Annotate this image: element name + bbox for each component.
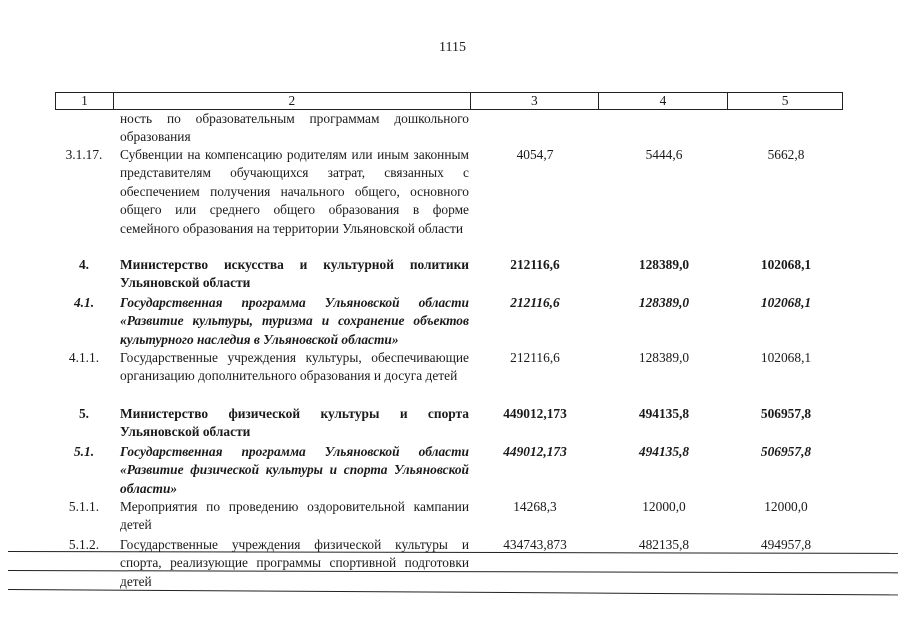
row-name: Субвенции на компенсацию родителям или иным законным представителям обучающихся затрат, связанных с обеспечением получения начального общего, основного общего или среднего общего образования в форме семейного образования на территории Ульяновской области xyxy=(120,147,469,236)
row-name: Министерство физической культуры и спорта Ульяновской области xyxy=(120,406,469,440)
row-value-4: 128389,0 xyxy=(638,257,690,272)
row-name: Государственная программа Ульяновской области «Развитие физической культуры и спорта Ульяновской области» xyxy=(120,444,469,496)
row-number: 5.1. xyxy=(73,444,95,459)
page-number: 1115 xyxy=(439,40,466,55)
row-value-3 xyxy=(471,110,599,146)
row-number: 5.1.1. xyxy=(68,499,100,514)
row-value-5: 506957,8 xyxy=(760,406,812,421)
row-number xyxy=(55,110,113,146)
header-col-3: 3 xyxy=(471,93,599,109)
table-row xyxy=(55,146,843,256)
row-number: 4.1.1. xyxy=(68,350,100,365)
row-value-3: 212116,6 xyxy=(510,257,560,272)
row-number: 3.1.17. xyxy=(65,147,103,162)
row-name: Государственная программа Ульяновской области «Развитие культуры, туризма и сохранение объектов культурного наследия в Ульяновской области» xyxy=(120,295,469,347)
table-row xyxy=(55,405,843,443)
row-number: 4.1. xyxy=(73,295,95,310)
table-row xyxy=(55,110,843,146)
row-value-4 xyxy=(599,110,729,146)
row-value-4: 128389,0 xyxy=(638,350,690,365)
row-name: Мероприятия по проведению оздоровительной кампании детей xyxy=(120,499,469,533)
row-value-5: 5662,8 xyxy=(767,147,805,162)
row-number: 5. xyxy=(78,406,90,421)
row-name: Государственные учреждения культуры, обеспечивающие организацию дополнительного образования и досуга детей xyxy=(120,350,469,384)
header-col-2: 2 xyxy=(114,93,471,109)
header-col-4: 4 xyxy=(599,93,729,109)
row-value-3: 449012,173 xyxy=(503,444,567,459)
row-value-3: 4054,7 xyxy=(516,147,554,162)
table-row xyxy=(55,498,843,536)
row-name: Министерство искусства и культурной политики Ульяновской области xyxy=(120,257,469,291)
row-value-4: 494135,8 xyxy=(638,406,690,421)
row-value-3: 434743,873 xyxy=(503,537,567,552)
row-value-3: 14268,3 xyxy=(513,499,557,514)
row-name: ность по образовательным программам дошкольного образования xyxy=(120,111,469,145)
table-body xyxy=(55,110,843,592)
row-value-5: 494957,8 xyxy=(760,537,812,552)
table-row xyxy=(55,536,843,592)
row-number: 5.1.2. xyxy=(68,537,100,552)
row-value-5: 102068,1 xyxy=(760,295,812,310)
row-value-5 xyxy=(729,110,843,146)
row-value-4: 5444,6 xyxy=(645,147,683,162)
row-value-3: 212116,6 xyxy=(510,350,560,365)
table-row xyxy=(55,443,843,498)
header-col-5: 5 xyxy=(781,93,789,108)
row-value-4: 482135,8 xyxy=(638,537,690,552)
row-number: 4. xyxy=(78,257,90,272)
table-header xyxy=(55,92,843,110)
table-row xyxy=(55,294,843,349)
row-value-5: 12000,0 xyxy=(764,499,808,514)
row-value-4: 494135,8 xyxy=(638,444,690,459)
row-value-3: 212116,6 xyxy=(510,295,560,310)
table-row xyxy=(55,256,843,294)
row-value-3: 449012,173 xyxy=(503,406,567,421)
row-value-5: 506957,8 xyxy=(760,444,812,459)
row-value-5: 102068,1 xyxy=(760,257,812,272)
row-value-4: 12000,0 xyxy=(642,499,686,514)
table-row xyxy=(55,349,843,405)
row-name: Государственные учреждения физической культуры и спорта, реализующие программы спортивной подготовки детей xyxy=(120,537,469,589)
row-value-5: 102068,1 xyxy=(760,350,812,365)
row-value-4: 128389,0 xyxy=(638,295,690,310)
header-col-1: 1 xyxy=(56,93,114,109)
